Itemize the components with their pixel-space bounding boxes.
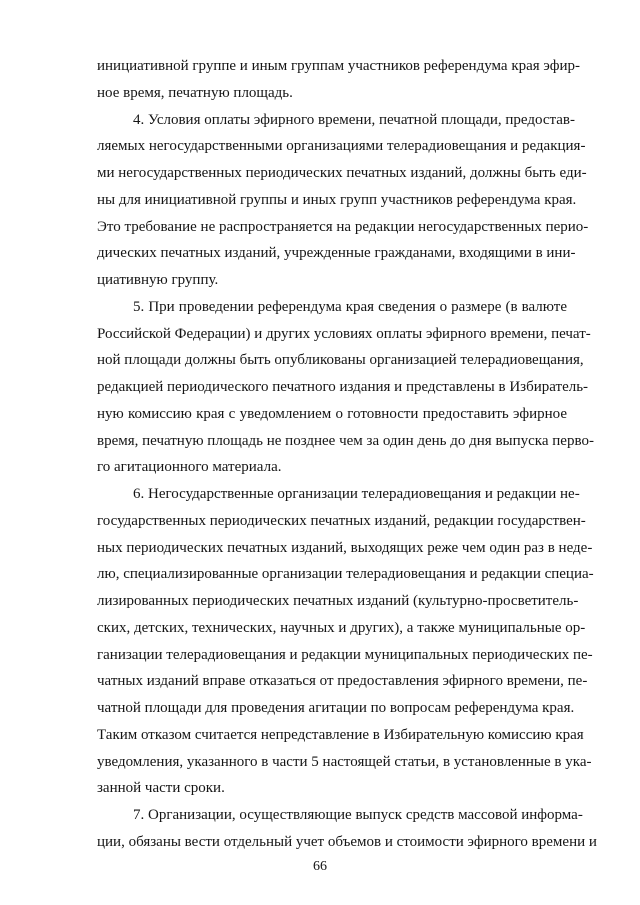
text-line: Российской Федерации) и других условиях оплаты эфирного времени, печат- [97, 326, 591, 342]
text-line: ную комиссию края с уведомлением о готовности предоставить эфирное [97, 406, 567, 422]
text-line: ной площади должны быть опубликованы организацией телерадиовещания, [97, 352, 584, 368]
text-line: 7. Организации, осуществляющие выпуск средств массовой информа- [133, 807, 583, 823]
text-line: лю, специализированные организации телерадиовещания и редакции специа- [97, 566, 594, 582]
text-line: лизированных периодических печатных изданий (культурно-просветитель- [97, 593, 579, 609]
text-line: государственных периодических печатных изданий, редакции государствен- [97, 513, 586, 529]
text-line: циативную группу. [97, 272, 219, 288]
page-number: 66 [313, 859, 327, 874]
text-line: го агитационного материала. [97, 459, 282, 475]
text-line: 5. При проведении референдума края сведения о размере (в валюте [133, 299, 567, 315]
text-line: 4. Условия оплаты эфирного времени, печатной площади, предостав- [133, 112, 575, 128]
text-line: Это требование не распространяется на редакции негосударственных перио- [97, 219, 589, 235]
text-line: чатных изданий вправе отказаться от предоставления эфирного времени, пе- [97, 673, 588, 689]
text-line: ганизации телерадиовещания и редакции муниципальных периодических пе- [97, 647, 593, 663]
text-line: уведомления, указанного в части 5 настоящей статьи, в установленные в ука- [97, 754, 592, 770]
text-line: Таким отказом считается непредставление в Избирательную комиссию края [97, 727, 584, 743]
text-line: время, печатную площадь не позднее чем за один день до дня выпуска перво- [97, 433, 594, 449]
text-line: ских, детских, технических, научных и других), а также муниципальные ор- [97, 620, 586, 636]
text-line: инициативной группе и иным группам участников референдума края эфир- [97, 58, 581, 74]
text-line: ны для инициативной группы и иных групп участников референдума края. [97, 192, 577, 208]
text-line: занной части сроки. [97, 780, 225, 796]
text-line: редакцией периодического печатного издания и представлены в Избиратель- [97, 379, 589, 395]
text-line: дических печатных изданий, учрежденные гражданами, входящими в ини- [97, 245, 576, 261]
text-line: ми негосударственных периодических печатных изданий, должны быть еди- [97, 165, 587, 181]
text-line: ных периодических печатных изданий, выходящих реже чем один раз в неде- [97, 540, 593, 556]
text-line: ции, обязаны вести отдельный учет объемов и стоимости эфирного времени и [97, 834, 597, 850]
text-line: чатной площади для проведения агитации по вопросам референдума края. [97, 700, 575, 716]
text-line: ное время, печатную площадь. [97, 85, 293, 101]
text-line: ляемых негосударственными организациями телерадиовещания и редакция- [97, 138, 586, 154]
text-line: 6. Негосударственные организации телерадиовещания и редакции не- [133, 486, 580, 502]
